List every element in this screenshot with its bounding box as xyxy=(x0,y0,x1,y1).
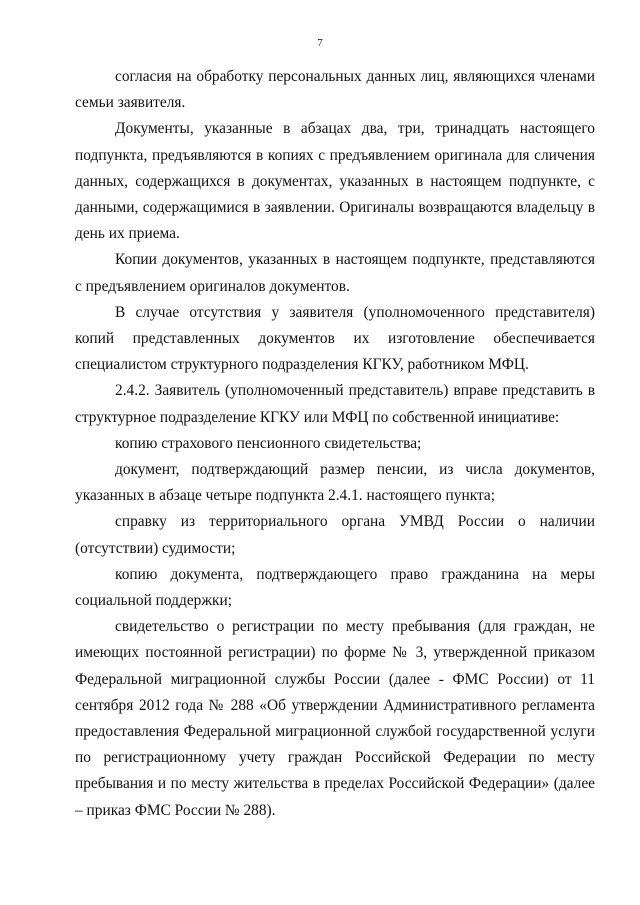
document-body xyxy=(75,64,595,824)
list-item-criminal-record: справку из территориального органа УМВД России о наличии (отсутствии) судимости; xyxy=(75,513,595,557)
list-item-registration-certificate: свидетельство о регистрации по месту пребывания (для граждан, не имеющих постоянной регистрации) по форме № 3, утвержденной приказом Федеральной миграционной службы России (далее - ФМС России) от 11 сентября 2012 года № 288 «Об утверждении Административного регламента предоставления Федеральной миграционной службой государственной услуги по регистрационному учету граждан Российской Федерации по месту пребывания и по месту жительства в пределах Российской Федерации» (далее – приказ ФМС России № 288). xyxy=(75,618,595,819)
paragraph-copies-with-originals: Копии документов, указанных в настоящем подпункте, представляются с предъявлением оригиналов документов. xyxy=(75,251,595,295)
list-item-social-support: копию документа, подтверждающего право гражданина на меры социальной поддержки; xyxy=(75,565,595,610)
paragraph-missing-copies: В случае отсутствия у заявителя (уполномоченного представителя) копий представленных документов их изготовление обеспечивается специалистом структурного подразделения КГКУ, работником МФЦ. xyxy=(75,303,595,374)
page-number: 7 xyxy=(317,37,323,49)
paragraph-2-4-2: 2.4.2. Заявитель (уполномоченный представитель) вправе представить в структурное подразделение КГКУ или МФЦ по собственной инициативе: xyxy=(75,382,595,426)
list-item-pension-amount: документ, подтверждающий размер пенсии, из числа документов, указанных в абзаце четыре подпункта 2.4.1. настоящего пункта; xyxy=(75,461,595,505)
paragraph-documents-copies: Документы, указанные в абзацах два, три, тринадцать настоящего подпункта, предъявляются в копиях с предъявлением оригинала для сличения данных, содержащихся в документах, указанных в настоящем подпункте, с данными, содержащимися в заявлении. Оригиналы возвращаются владельцу в день их приема. xyxy=(75,120,595,243)
list-item-pension-certificate: копию страхового пенсионного свидетельства; xyxy=(115,434,422,452)
paragraph-consent-continuation: согласия на обработку персональных данных лиц, являющихся членами семьи заявителя. xyxy=(75,68,595,112)
